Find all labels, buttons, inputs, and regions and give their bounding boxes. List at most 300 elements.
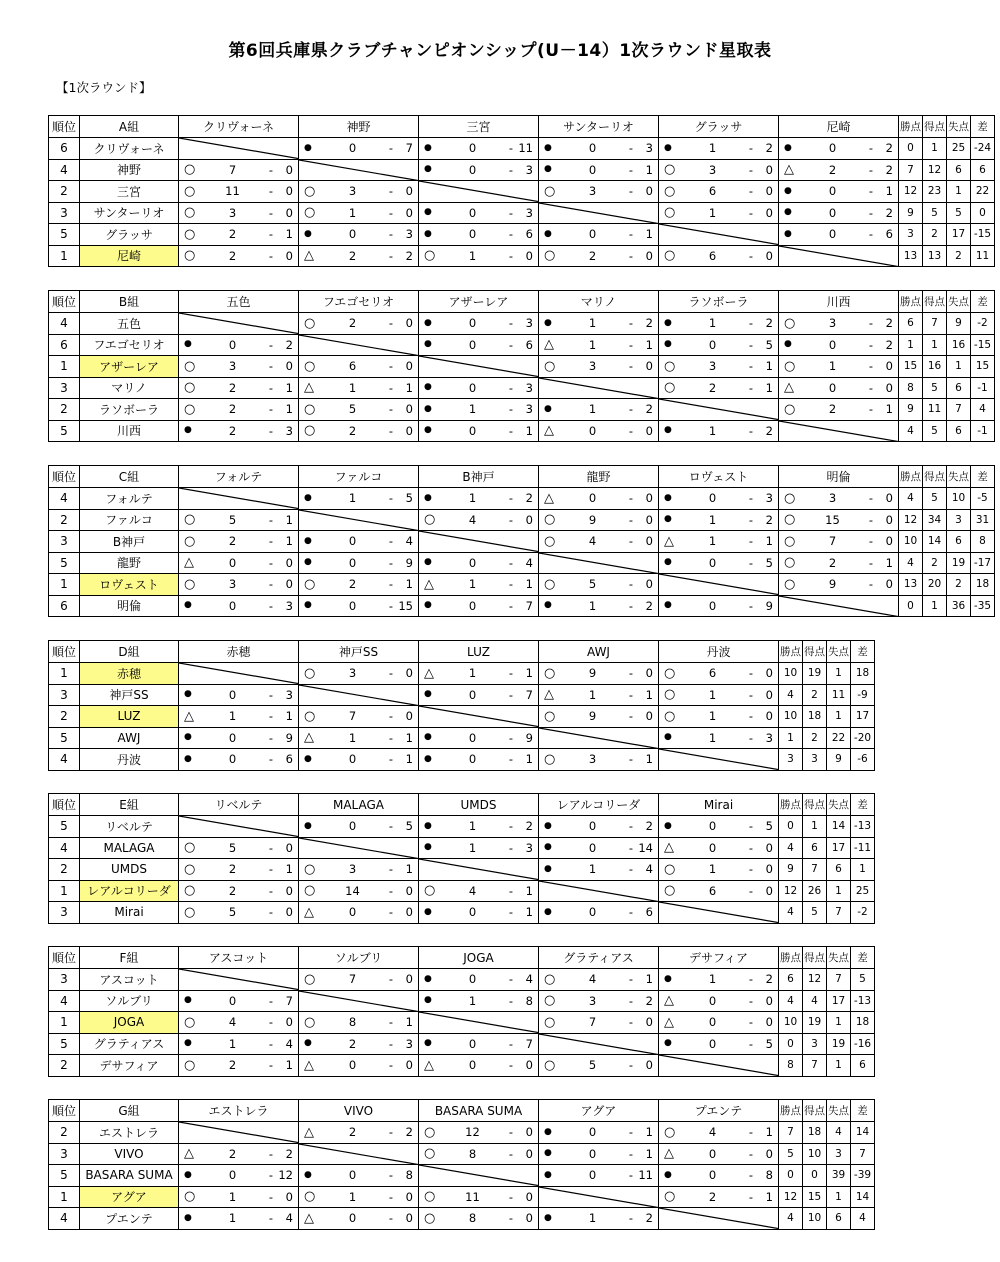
goals-for: 2 (228, 883, 237, 898)
match-result-cell (779, 531, 899, 553)
opponent-header: MALAGA (299, 794, 419, 816)
team-name-cell: B神戸 (80, 531, 179, 553)
match-result-cell (179, 1186, 299, 1208)
team-name-cell: 明倫 (80, 595, 179, 617)
match-result (184, 884, 293, 898)
match-result (664, 1168, 773, 1182)
table-row (49, 1143, 875, 1165)
goals-against: 0 (405, 1211, 413, 1226)
goals-for: 0 (828, 380, 837, 395)
score-separator: - (268, 248, 274, 263)
match-result-cell (539, 749, 659, 771)
goals-for: 0 (348, 598, 357, 613)
team-name-cell: 丹波 (80, 749, 179, 771)
score-separator: - (748, 1146, 754, 1161)
result-mark: ○ (664, 205, 676, 221)
rank-header: 順位 (49, 794, 80, 816)
goals-against: 0 (405, 316, 413, 331)
goals-against: 2 (885, 337, 893, 352)
table-row (49, 245, 995, 267)
score-separator: - (628, 162, 634, 177)
score-separator: - (508, 730, 514, 745)
result-mark: ● (424, 207, 432, 218)
goals-for: 0 (828, 205, 837, 220)
score-separator: - (268, 730, 274, 745)
goals-for-cell: 14 (923, 531, 947, 553)
goals-for: 0 (348, 905, 357, 920)
goals-against: 1 (525, 883, 533, 898)
header-row (49, 1100, 875, 1122)
result-mark: ○ (184, 1189, 196, 1205)
result-mark: ● (544, 1148, 552, 1159)
goal-diff-cell: 8 (971, 531, 995, 553)
match-result (544, 709, 653, 723)
match-result (304, 424, 413, 438)
rank-cell: 6 (49, 138, 80, 160)
team-name-cell: Mirai (80, 902, 179, 924)
header-row (49, 794, 875, 816)
goals-against: 15 (398, 598, 413, 613)
opponent-header: VIVO (299, 1100, 419, 1122)
result-mark: ● (424, 382, 432, 393)
match-result-cell (299, 1012, 419, 1034)
match-result-cell (179, 420, 299, 442)
match-result-cell (179, 706, 299, 728)
team-name-cell: グラッサ (80, 224, 179, 246)
result-mark: ● (304, 1169, 312, 1180)
table-row (49, 1122, 875, 1144)
opponent-header: AWJ (539, 641, 659, 663)
goals-for: 1 (708, 687, 717, 702)
match-result-cell (659, 377, 779, 399)
match-result (664, 163, 773, 177)
score-separator: - (868, 402, 874, 417)
result-mark: △ (424, 665, 434, 681)
match-result-cell (419, 552, 539, 574)
points-cell: 10 (779, 663, 803, 685)
goal-diff-cell: -15 (971, 224, 995, 246)
result-mark: ○ (664, 183, 676, 199)
goals-against: 5 (765, 555, 773, 570)
match-result (664, 184, 773, 198)
result-mark: ● (424, 732, 432, 743)
score-separator: - (628, 993, 634, 1008)
match-result (304, 402, 413, 416)
match-result-cell (299, 1208, 419, 1230)
match-result (184, 599, 293, 613)
goals-against: 8 (765, 1168, 773, 1183)
rank-cell: 3 (49, 1143, 80, 1165)
match-result-cell (659, 1033, 779, 1055)
result-mark: ● (784, 228, 792, 239)
match-result-cell (419, 1055, 539, 1077)
goals-for: 0 (468, 752, 477, 767)
goals-for: 5 (348, 402, 357, 417)
match-result-cell (659, 488, 779, 510)
match-result-cell (299, 574, 419, 596)
rank-cell: 3 (49, 902, 80, 924)
goals-for: 0 (828, 141, 837, 156)
goals-against-cell: 3 (947, 509, 971, 531)
opponent-header: 神戸SS (299, 641, 419, 663)
goals-against: 11 (638, 1168, 653, 1183)
goal-diff-cell: 6 (971, 159, 995, 181)
match-result (184, 905, 293, 919)
match-result (184, 1058, 293, 1072)
match-result-cell (419, 488, 539, 510)
result-mark: ● (424, 842, 432, 853)
score-separator: - (388, 555, 394, 570)
rank-cell: 6 (49, 334, 80, 356)
goals-for: 0 (348, 1211, 357, 1226)
points-cell: 12 (899, 181, 923, 203)
opponent-header: フォルテ (179, 466, 299, 488)
result-mark: ● (664, 339, 672, 350)
goal-diff-cell: 1 (851, 859, 875, 881)
match-result (544, 359, 653, 373)
result-mark: ○ (184, 162, 196, 178)
goals-against: 1 (285, 1058, 293, 1073)
table-row (49, 159, 995, 181)
goals-for: 0 (468, 141, 477, 156)
score-separator: - (268, 555, 274, 570)
goals-against: 2 (765, 512, 773, 527)
points-cell: 8 (899, 377, 923, 399)
team-name-cell: マリノ (80, 377, 179, 399)
match-result (304, 491, 413, 505)
score-separator: - (508, 577, 514, 592)
score-separator: - (628, 752, 634, 767)
match-result-cell (299, 224, 419, 246)
score-separator: - (748, 862, 754, 877)
score-separator: - (748, 512, 754, 527)
goals-against: 1 (285, 512, 293, 527)
result-mark: △ (544, 337, 554, 353)
stat-header-ga: 失点 (827, 1100, 851, 1122)
team-name-cell: 川西 (80, 420, 179, 442)
match-result-cell (779, 552, 899, 574)
points-cell: 10 (779, 706, 803, 728)
goals-for: 0 (228, 555, 237, 570)
goals-for-cell: 26 (803, 880, 827, 902)
result-mark: ● (664, 1169, 672, 1180)
match-result (784, 338, 893, 352)
goals-for: 3 (588, 993, 597, 1008)
goals-against: 12 (278, 1168, 293, 1183)
match-result (544, 1147, 653, 1161)
match-result-cell (539, 663, 659, 685)
goals-against-cell: 11 (827, 684, 851, 706)
match-result-cell (299, 1033, 419, 1055)
team-name-cell: 三宮 (80, 181, 179, 203)
score-separator: - (508, 687, 514, 702)
score-separator: - (388, 227, 394, 242)
score-separator: - (268, 1015, 274, 1030)
goals-for: 2 (228, 862, 237, 877)
goals-against: 0 (645, 709, 653, 724)
goals-against: 2 (765, 141, 773, 156)
goals-for: 8 (468, 1211, 477, 1226)
result-mark: ○ (664, 861, 676, 877)
goal-diff-cell: 4 (971, 399, 995, 421)
match-result-cell (419, 377, 539, 399)
match-result (424, 227, 533, 241)
team-name-cell: UMDS (80, 859, 179, 881)
result-mark: ● (664, 732, 672, 743)
goal-diff-cell: -20 (851, 727, 875, 749)
goals-for: 0 (828, 184, 837, 199)
rank-cell: 5 (49, 224, 80, 246)
goals-for: 9 (588, 709, 597, 724)
group-name: C組 (80, 466, 179, 488)
result-mark: ○ (184, 248, 196, 264)
score-separator: - (268, 862, 274, 877)
result-mark: ● (424, 317, 432, 328)
goals-against: 0 (765, 993, 773, 1008)
goals-against: 0 (405, 205, 413, 220)
score-separator: - (388, 709, 394, 724)
score-separator: - (508, 1036, 514, 1051)
score-separator: - (388, 534, 394, 549)
goals-against: 2 (645, 1211, 653, 1226)
match-result (784, 491, 893, 505)
goals-for: 0 (588, 840, 597, 855)
result-mark: ● (664, 492, 672, 503)
goals-against-cell: 7 (827, 969, 851, 991)
result-mark: ○ (664, 665, 676, 681)
goals-against: 3 (525, 316, 533, 331)
self-match-cell (659, 399, 779, 421)
score-separator: - (508, 162, 514, 177)
goals-against: 1 (525, 905, 533, 920)
opponent-header: 三宮 (419, 116, 539, 138)
stat-header-wins: 勝点 (899, 291, 923, 313)
goals-against: 1 (405, 862, 413, 877)
points-cell: 1 (779, 727, 803, 749)
group-table-3 (48, 640, 875, 771)
score-separator: - (628, 972, 634, 987)
match-result-cell (179, 552, 299, 574)
score-separator: - (268, 752, 274, 767)
goals-for: 0 (708, 993, 717, 1008)
goals-for: 15 (825, 512, 840, 527)
rank-header: 順位 (49, 466, 80, 488)
goals-against-cell: 3 (827, 1143, 851, 1165)
goals-for: 2 (228, 380, 237, 395)
goals-against-cell: 10 (947, 488, 971, 510)
goals-against: 1 (645, 337, 653, 352)
goals-for: 1 (588, 337, 597, 352)
table-row (49, 181, 995, 203)
goals-for: 0 (588, 905, 597, 920)
score-separator: - (628, 141, 634, 156)
goals-for-cell: 7 (923, 313, 947, 335)
result-mark: ● (424, 1038, 432, 1049)
points-cell: 8 (779, 1055, 803, 1077)
match-result-cell (179, 1208, 299, 1230)
match-result (424, 752, 533, 766)
goals-for: 0 (468, 316, 477, 331)
match-result-cell (299, 902, 419, 924)
self-match-cell (419, 859, 539, 881)
match-result (544, 249, 653, 263)
points-cell: 4 (779, 990, 803, 1012)
match-result-cell (419, 990, 539, 1012)
match-result (184, 402, 293, 416)
score-separator: - (388, 248, 394, 263)
table-row (49, 313, 995, 335)
goals-against: 1 (405, 752, 413, 767)
goals-for: 0 (348, 1168, 357, 1183)
goals-for: 4 (708, 1125, 717, 1140)
table-row (49, 749, 875, 771)
match-result (184, 731, 293, 745)
score-separator: - (508, 1146, 514, 1161)
match-result (784, 402, 893, 416)
score-separator: - (628, 248, 634, 263)
match-result (424, 819, 533, 833)
result-mark: ● (544, 600, 552, 611)
self-match-cell (659, 574, 779, 596)
match-result-cell (179, 531, 299, 553)
stat-header-diff: 差 (971, 466, 995, 488)
goals-for: 1 (588, 687, 597, 702)
match-result-cell (659, 1165, 779, 1187)
table-row (49, 727, 875, 749)
goals-for: 0 (228, 730, 237, 745)
goals-against: 1 (405, 730, 413, 745)
header-row (49, 641, 875, 663)
goals-for: 0 (348, 752, 357, 767)
match-result (784, 381, 893, 395)
match-result (184, 577, 293, 591)
result-mark: ● (424, 425, 432, 436)
goals-for-cell: 1 (803, 816, 827, 838)
score-separator: - (868, 162, 874, 177)
result-mark: ○ (664, 1189, 676, 1205)
match-result-cell (419, 313, 539, 335)
match-result (184, 206, 293, 220)
goals-for: 1 (708, 862, 717, 877)
match-result (184, 841, 293, 855)
match-result (664, 556, 773, 570)
result-mark: ○ (664, 883, 676, 899)
match-result-cell (539, 488, 659, 510)
goals-against: 3 (405, 1036, 413, 1051)
match-result-cell (659, 859, 779, 881)
match-result (304, 1125, 413, 1139)
match-result (544, 338, 653, 352)
goals-for-cell: 23 (923, 181, 947, 203)
score-separator: - (508, 402, 514, 417)
goals-for: 1 (228, 709, 237, 724)
rank-cell: 6 (49, 595, 80, 617)
score-separator: - (748, 730, 754, 745)
points-cell: 4 (779, 902, 803, 924)
goals-for: 0 (828, 337, 837, 352)
team-name-cell: グラティアス (80, 1033, 179, 1055)
goals-for: 1 (588, 402, 597, 417)
match-result-cell (419, 420, 539, 442)
goals-for-cell: 15 (803, 1186, 827, 1208)
score-separator: - (748, 555, 754, 570)
goals-against: 0 (765, 666, 773, 681)
table-row (49, 595, 995, 617)
result-mark: △ (544, 490, 554, 506)
table-row (49, 509, 995, 531)
match-result-cell (539, 902, 659, 924)
goals-for: 3 (588, 359, 597, 374)
goals-for: 6 (348, 359, 357, 374)
match-result (544, 1058, 653, 1072)
goals-for: 0 (228, 993, 237, 1008)
match-result (304, 534, 413, 548)
result-mark: ● (544, 863, 552, 874)
team-name-cell: 赤穂 (80, 663, 179, 685)
match-result (424, 841, 533, 855)
rank-cell: 2 (49, 859, 80, 881)
match-result (184, 227, 293, 241)
result-mark: △ (424, 576, 434, 592)
result-mark: ○ (304, 665, 316, 681)
result-mark: ○ (304, 576, 316, 592)
match-result (304, 731, 413, 745)
result-mark: ● (304, 228, 312, 239)
score-separator: - (268, 709, 274, 724)
match-result-cell (179, 837, 299, 859)
result-mark: ○ (184, 1057, 196, 1073)
match-result-cell (659, 245, 779, 267)
match-result-cell (179, 595, 299, 617)
team-name-cell: ファルコ (80, 509, 179, 531)
result-mark: △ (664, 1146, 674, 1162)
match-result-cell (299, 1165, 419, 1187)
score-separator: - (508, 337, 514, 352)
match-result (184, 709, 293, 723)
goals-against: 0 (405, 709, 413, 724)
score-separator: - (268, 534, 274, 549)
opponent-header: ラソボーラ (659, 291, 779, 313)
group-table-2 (48, 465, 995, 617)
match-result-cell (419, 1033, 539, 1055)
result-mark: △ (304, 904, 314, 920)
rank-cell: 4 (49, 990, 80, 1012)
result-mark: ○ (544, 512, 556, 528)
stat-header-diff: 差 (971, 116, 995, 138)
match-result-cell (659, 595, 779, 617)
match-result (304, 316, 413, 330)
result-mark: △ (184, 1146, 194, 1162)
result-mark: △ (664, 1014, 674, 1030)
result-mark: ○ (664, 162, 676, 178)
goals-for: 0 (708, 337, 717, 352)
score-separator: - (628, 1168, 634, 1183)
match-result-cell (659, 837, 779, 859)
goal-diff-cell: 11 (971, 245, 995, 267)
rank-cell: 2 (49, 1122, 80, 1144)
goals-against: 0 (285, 162, 293, 177)
match-result-cell (299, 399, 419, 421)
table-row (49, 684, 875, 706)
match-result (664, 1015, 773, 1029)
goals-against: 6 (285, 752, 293, 767)
goals-for: 0 (348, 819, 357, 834)
points-cell: 1 (899, 334, 923, 356)
score-separator: - (268, 205, 274, 220)
match-result-cell (539, 837, 659, 859)
stat-header-wins: 勝点 (899, 466, 923, 488)
stat-header-gf: 得点 (803, 947, 827, 969)
